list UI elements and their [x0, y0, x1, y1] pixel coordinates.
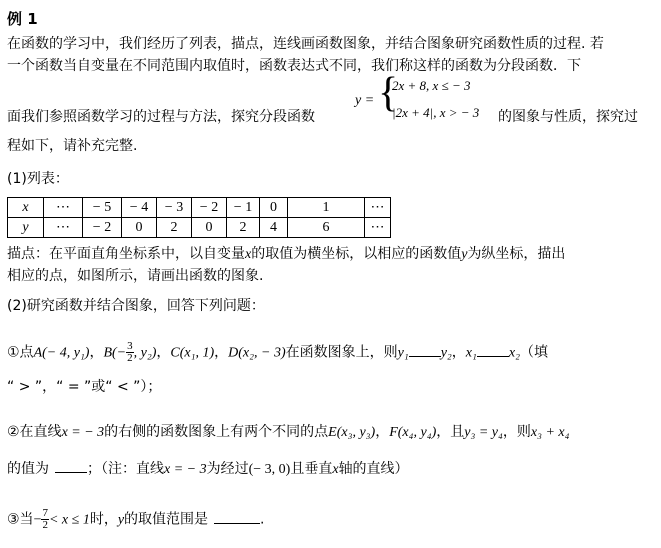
- q2-line2-a: 的值为: [7, 461, 49, 477]
- table-cell: x: [8, 198, 44, 218]
- q1-x1: x₁: [465, 345, 477, 361]
- plot-text-line-2: 相应的点，如图所示，请画出函数的图象.: [7, 268, 264, 284]
- q1-point-a: A(− 4, y₁): [33, 345, 90, 361]
- q3-mid: 时，: [89, 511, 118, 528]
- q1-comma: ，: [451, 344, 466, 361]
- q3-neg: −: [33, 512, 42, 528]
- q2-line-eq: x = − 3: [61, 425, 105, 440]
- q2-line2-x: x: [332, 462, 339, 477]
- plot-text-a: 描点：在平面直角坐标系中，以自变量: [7, 246, 245, 262]
- plot-text-b: 的取值为横坐标，以相应的函数值: [251, 246, 462, 262]
- q2-blank[interactable]: [55, 460, 87, 473]
- q1-y1: y₁: [397, 345, 409, 361]
- table-cell: − 5: [83, 198, 122, 218]
- q2-prefix: ②在直线: [7, 424, 62, 440]
- piecewise-case-2: |2x + 4|, x > − 3: [392, 105, 480, 120]
- q1-x2: x₂: [508, 345, 520, 361]
- q1-on-graph: 在函数图象上，则: [285, 344, 398, 361]
- table-cell: 0: [192, 218, 227, 238]
- q2-sum: x₃ + x₄: [530, 425, 570, 440]
- q3-fraction: [41, 508, 49, 531]
- table-cell: ⋯: [44, 218, 83, 238]
- table-cell: 6: [288, 218, 365, 238]
- value-table: [7, 197, 391, 238]
- q2-then: ，则: [502, 424, 531, 440]
- q1-comma: ，: [214, 344, 229, 361]
- part-2-title: (2)研究函数并结合图象，回答下列问题：: [7, 298, 265, 314]
- q2-point-e: E(x₃, y₃): [328, 425, 376, 440]
- intro-line-3-before: 面我们参照函数学习的过程与方法，探究分段函数: [7, 109, 315, 125]
- intro-line-3-after: 的图象与性质，探究过: [498, 109, 638, 125]
- q2-comma: ，: [375, 424, 390, 440]
- table-cell: y: [8, 218, 44, 238]
- table-cell: 2: [157, 218, 192, 238]
- q1-blank-2[interactable]: [477, 344, 509, 357]
- table-cell: ⋯: [365, 218, 391, 238]
- plot-text-x: x: [245, 247, 252, 262]
- q2-and: ，且: [436, 424, 465, 440]
- piecewise-brace: {: [378, 70, 399, 116]
- q2-line-1: [7, 423, 569, 442]
- q3-end: .: [260, 511, 265, 528]
- q1-comma: ，: [89, 344, 104, 361]
- q2-line-2: [7, 460, 409, 479]
- table-row-y: [8, 218, 391, 238]
- q1-point-b-post: , y₂): [133, 345, 157, 361]
- q3-blank[interactable]: [214, 511, 260, 524]
- plot-text-y: y: [461, 247, 468, 262]
- table-cell: − 3: [157, 198, 192, 218]
- q2-mid: 的右侧的函数图象上有两个不同的点: [104, 424, 329, 440]
- part-1-title: (1)列表：: [7, 171, 69, 187]
- q3-fraction-num: 7: [42, 507, 48, 519]
- q3-y: y: [117, 512, 125, 528]
- q1-point-b-pre: B(−: [103, 345, 127, 361]
- piecewise-case-1: 2x + 8, x ≤ − 3: [392, 78, 471, 93]
- q1-comma: ，: [156, 344, 171, 361]
- q2-line2-e: 轴的直线）: [338, 461, 409, 477]
- intro-line-2: 一个函数当自变量在不同范围内取值时，函数表达式不同，我们称这样的函数为分段函数．下: [7, 58, 581, 74]
- table-cell: ⋯: [44, 198, 83, 218]
- piecewise-y-eq: y =: [355, 93, 375, 108]
- example-label: 例 1: [7, 10, 38, 28]
- q1-point-c: C(x₁, 1): [170, 345, 215, 361]
- q1-blank-1[interactable]: [409, 344, 441, 357]
- q2-line2-point: (− 3, 0): [248, 462, 291, 477]
- table-row-x: [8, 198, 391, 218]
- q3-suffix: 的取值范围是: [124, 511, 209, 528]
- q1-fraction: [126, 341, 134, 364]
- table-cell: 1: [288, 198, 365, 218]
- q1-fraction-den: 2: [127, 352, 133, 364]
- plot-text-c: 为纵坐标，描出: [467, 246, 566, 262]
- q1-point-d: D(x₂, − 3): [228, 345, 286, 361]
- q1-fill-open: （填: [519, 344, 548, 361]
- table-cell: 4: [260, 218, 288, 238]
- table-cell: 0: [260, 198, 288, 218]
- q2-line2-c: 为经过: [206, 461, 249, 477]
- q3-prefix: ③当: [7, 511, 34, 528]
- table-cell: ⋯: [365, 198, 391, 218]
- q1-line-2: “ > ”，“ = ”或“ < ”）；: [7, 379, 162, 395]
- q2-point-f: F(x₄, y₄): [389, 425, 437, 440]
- q3-line: [7, 508, 265, 531]
- q2-cond: y₃ = y₄: [464, 425, 503, 440]
- q2-line2-d: 且垂直: [290, 461, 333, 477]
- q1-line-1: [7, 341, 548, 364]
- q3-fraction-den: 2: [42, 519, 48, 531]
- q2-line2-b: ；（注：直线: [87, 461, 164, 477]
- table-cell: − 1: [227, 198, 260, 218]
- table-cell: 0: [122, 218, 157, 238]
- intro-line-4: 程如下，请补充完整.: [7, 138, 138, 154]
- q2-line2-eq: x = − 3: [164, 462, 207, 477]
- q1-y2: y₂: [440, 345, 452, 361]
- q1-prefix: ①点: [7, 344, 34, 361]
- plot-text-line-1: [7, 245, 565, 264]
- q3-inequality: < x ≤ 1: [48, 512, 90, 528]
- table-cell: − 2: [192, 198, 227, 218]
- table-cell: 2: [227, 218, 260, 238]
- table-cell: − 2: [83, 218, 122, 238]
- table-cell: − 4: [122, 198, 157, 218]
- intro-line-1: 在函数的学习中，我们经历了列表，描点，连线画函数图象，并结合图象研究函数性质的过程. 若: [7, 36, 604, 52]
- q1-fraction-num: 3: [127, 340, 133, 352]
